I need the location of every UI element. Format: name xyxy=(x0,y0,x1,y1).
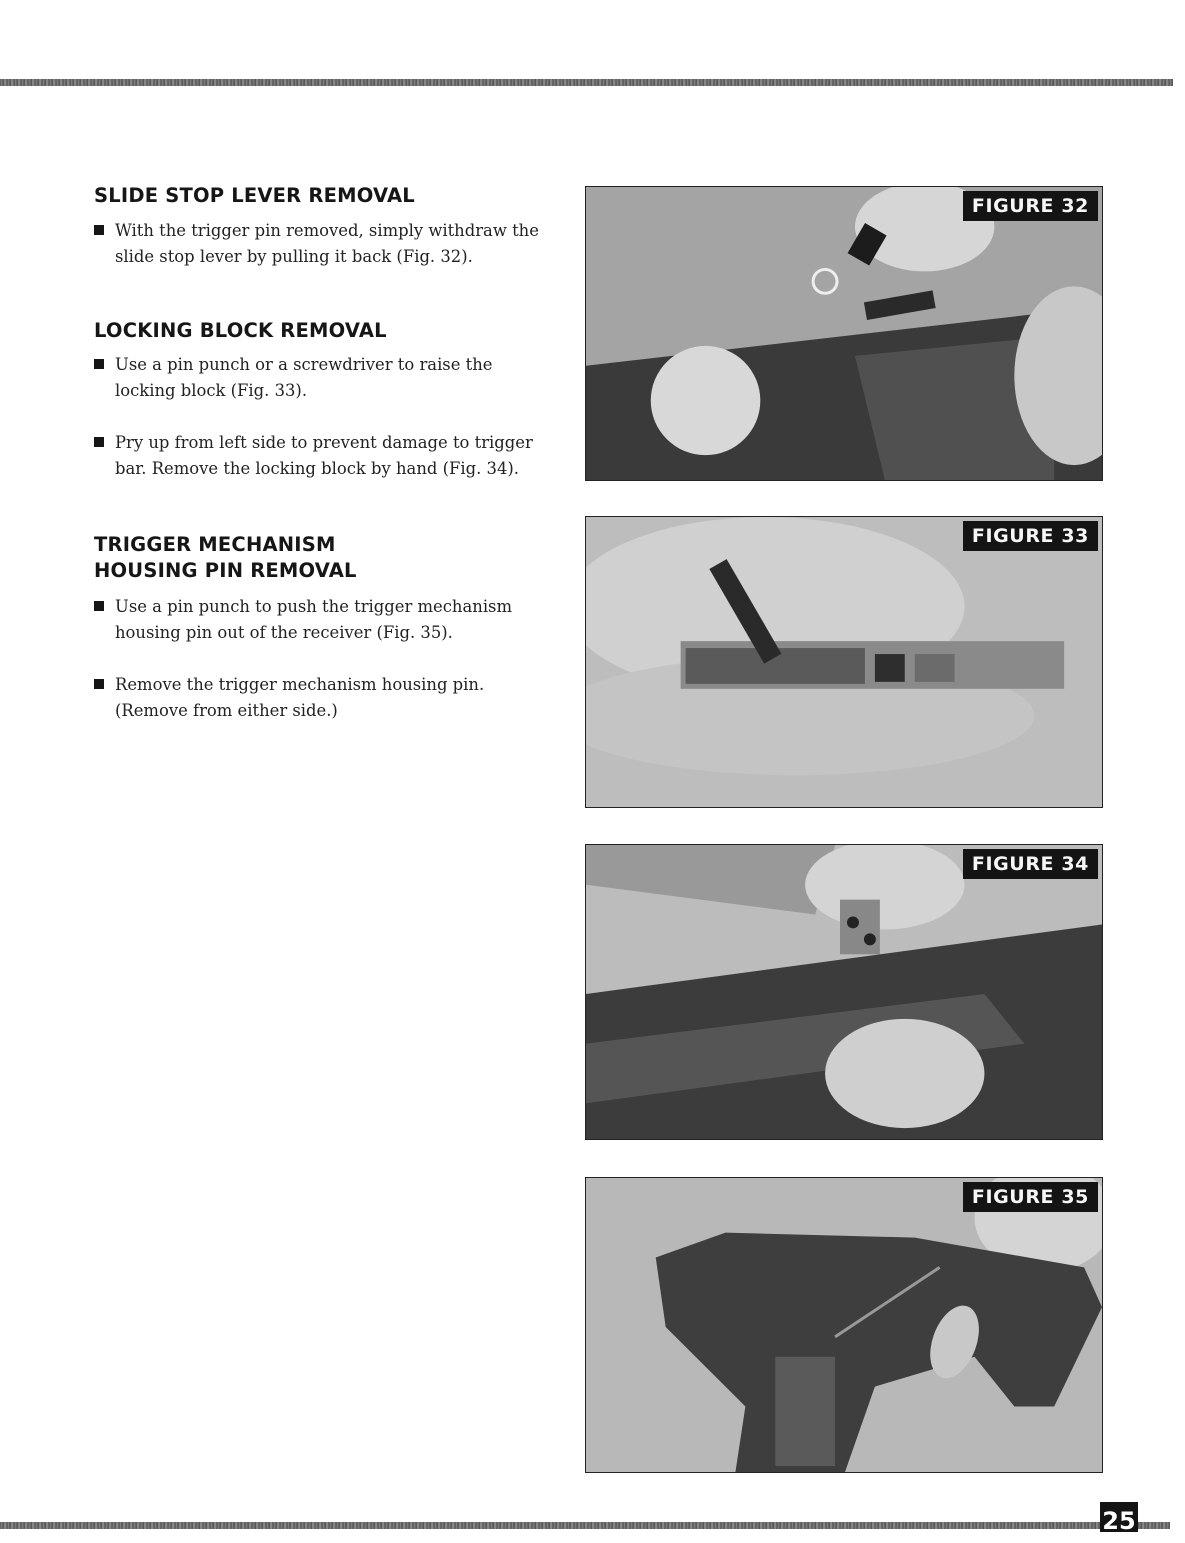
figure-33-illustration xyxy=(586,517,1102,807)
figure-33-photo xyxy=(585,516,1103,808)
bullet-item xyxy=(94,352,544,404)
figure-33-label: FIGURE 33 xyxy=(963,521,1098,551)
page-number: 25 xyxy=(1100,1502,1138,1532)
figure-34-label: FIGURE 34 xyxy=(963,849,1098,879)
heading-slide-stop-lever-removal: SLIDE STOP LEVER REMOVAL xyxy=(94,184,415,207)
bullet-text: Pry up from left side to prevent damage to trigger bar. Remove the locking block by hand (Fig. 34). xyxy=(115,433,533,478)
figure-35-label: FIGURE 35 xyxy=(963,1182,1098,1212)
bullet-text: Use a pin punch or a screwdriver to raise the locking block (Fig. 33). xyxy=(115,355,493,400)
figure-34-photo xyxy=(585,844,1103,1140)
figure-35-illustration xyxy=(586,1178,1102,1472)
bullet-item xyxy=(94,218,544,270)
figure-32-illustration xyxy=(586,187,1102,480)
bottom-rule xyxy=(0,1522,1100,1529)
heading-locking-block-removal: LOCKING BLOCK REMOVAL xyxy=(94,319,387,342)
figure-34-illustration xyxy=(586,845,1102,1139)
bullet-square-icon xyxy=(94,225,104,235)
heading-line: TRIGGER MECHANISM xyxy=(94,533,336,556)
bullet-text: Use a pin punch to push the trigger mechanism housing pin out of the receiver (Fig. 35). xyxy=(115,597,513,642)
bullet-text: With the trigger pin removed, simply withdraw the slide stop lever by pulling it back (Fig. 32). xyxy=(115,221,539,266)
figure-35-photo xyxy=(585,1177,1103,1473)
bullet-item xyxy=(94,672,544,724)
bullet-square-icon xyxy=(94,437,104,447)
figure-32-photo xyxy=(585,186,1103,481)
bullet-square-icon xyxy=(94,679,104,689)
bullet-square-icon xyxy=(94,601,104,611)
top-rule xyxy=(0,79,1173,86)
figure-32-label: FIGURE 32 xyxy=(963,191,1098,221)
heading-line: HOUSING PIN REMOVAL xyxy=(94,559,357,582)
bullet-item xyxy=(94,430,544,482)
bottom-rule-tail xyxy=(1138,1522,1170,1529)
bullet-item xyxy=(94,594,544,646)
bullet-square-icon xyxy=(94,359,104,369)
bullet-text: Remove the trigger mechanism housing pin. (Remove from either side.) xyxy=(115,675,485,720)
heading-trigger-mechanism-housing-pin-removal xyxy=(94,532,357,584)
